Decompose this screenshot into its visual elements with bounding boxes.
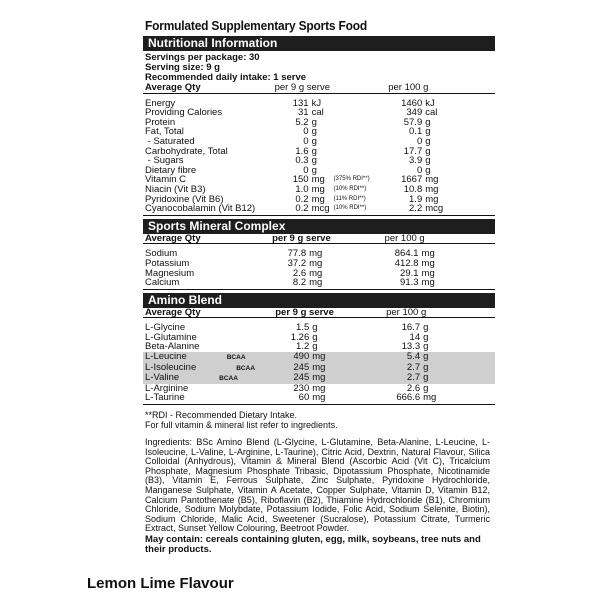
per-serve-value: 0 [303, 164, 309, 176]
nutrition-label [143, 18, 495, 555]
per-serve-unit: mg [309, 267, 323, 279]
per-100g-unit: mg [421, 267, 435, 279]
per-serve-unit: mg [309, 277, 323, 289]
per-serve-unit: mg [312, 361, 326, 373]
per-serve-unit: g [312, 322, 318, 334]
per-100g-value: 3.9 [409, 155, 423, 167]
minerals-table [143, 234, 495, 290]
per-100g-unit: mcg [425, 203, 444, 215]
per-serve-value: 5.2 [295, 116, 309, 128]
col-per-100g: per 100 g [384, 308, 495, 318]
per-serve-value: 230 [293, 382, 310, 394]
per-100g-value: 1.9 [409, 193, 423, 205]
rdi-percent: (11% RDI**) [333, 195, 366, 202]
table-row [143, 278, 495, 288]
nutrient-name: Protein [145, 116, 176, 128]
per-serve-value: 0.3 [295, 155, 309, 167]
nutrition-table [143, 83, 495, 216]
per-100g-value: 666.6 [396, 392, 421, 404]
nutrient-name: Carbohydrate, Total [145, 145, 228, 157]
nutrient-name: Magnesium [145, 267, 195, 279]
per-100g-unit: cal [425, 107, 438, 119]
nutrient-name: Cyanocobalamin (Vit B12) [145, 203, 256, 215]
table-row [143, 204, 495, 214]
per-serve-unit: cal [311, 107, 324, 119]
table-header [143, 83, 495, 93]
per-100g-unit: g [423, 382, 429, 394]
bcaa-tag: BCAA [236, 364, 256, 372]
per-serve-value: 245 [293, 372, 310, 384]
col-average-qty: Average Qty [143, 308, 273, 318]
per-100g-unit: g [425, 164, 431, 176]
product-title: Formulated Supplementary Sports Food [145, 18, 367, 33]
per-100g-value: 2.2 [409, 203, 423, 215]
per-serve-value: 60 [298, 392, 310, 404]
per-100g-unit: g [423, 341, 429, 353]
per-serve-value: 0 [303, 135, 309, 147]
per-100g-unit: g [423, 372, 429, 384]
per-100g-unit: g [425, 126, 431, 138]
minerals-header-bar: Sports Mineral Complex [143, 219, 495, 234]
per-100g-value: 0.1 [409, 126, 423, 138]
per-serve-unit: g [311, 155, 317, 167]
per-serve-unit: mg [309, 257, 323, 269]
nutrient-name: Fat, Total [145, 126, 184, 138]
amino-header-bar: Amino Blend [143, 293, 495, 308]
per-serve-value: 245 [293, 361, 310, 373]
per-100g-unit: g [425, 145, 431, 157]
per-serve-value: 77.8 [287, 248, 307, 260]
per-100g-unit: mg [421, 257, 435, 269]
per-100g-value: 16.7 [401, 322, 421, 334]
per-serve-unit: mg [311, 183, 325, 195]
table-row [143, 393, 495, 403]
per-100g-unit: g [425, 116, 431, 128]
per-serve-unit: g [311, 116, 317, 128]
ingredients-text: Ingredients: BSc Amino Blend (L-Glycine, L-Glutamine, Beta-Alanine, L-Leucine, L-Isoleucine, L-Valine, L-Arginine, L-Taurine), Citric Acid, Dextrin, Natural Flavour, Silica Colloidal (Anhydrous), Vitamin & Mineral Blend (Ascorbic Acid (Vit C), Tricalcium Phosphate, Magnesium Phosphate Tribasic, Dipotassium Phosphate, Nicotinamide (B3), Vitamin E, Ferrous Sulphate, Zinc Sulphate, Pyridoxine Hydrochloride, Manganese Sulphate, Vitamin A Acetate, Copper Sulphate, Vitamin D, Vitamin B12, Calcium Pantothenate (B5), Riboflavin (B2), Thiamine Hydrochloride (B1), Chromium Chloride, Sodium Molybdate, Potassium Iodide, Folic Acid, Sodium Selenite, Biotin), Sodium Chloride, Malic Acid, Sweetener (Sucralose), Potassium Citrate, Turmeric Extract, Sunset Yellow Colouring, Beetroot Powder. [145, 437, 490, 534]
per-serve-value: 131 [292, 97, 309, 109]
nutrient-name: Vitamin C [145, 174, 187, 186]
table-header [143, 234, 495, 244]
per-serve-value: 0.2 [295, 203, 309, 215]
per-100g-unit: mg [425, 183, 439, 195]
rdi-percent: (10% RDI**) [333, 185, 367, 192]
rdi-note: **RDI - Recommended Dietary Intake. [145, 410, 298, 421]
per-100g-value: 1667 [401, 174, 423, 186]
per-100g-value: 5.4 [406, 351, 421, 363]
nutrient-name: Pyridoxine (Vit B6) [145, 193, 224, 205]
per-serve-unit: mg [309, 248, 323, 260]
allergen-warning: May contain: cereals containing gluten, egg, milk, soybeans, tree nuts and their products. [145, 533, 481, 555]
col-per-serve: per 9 g serve [273, 83, 387, 93]
per-serve-value: 490 [293, 351, 310, 363]
per-serve-unit: kJ [311, 97, 322, 109]
per-100g-value: 2.6 [406, 382, 421, 394]
nutrient-name: L-Arginine [145, 382, 189, 394]
per-serve-unit: g [311, 145, 317, 157]
nutrient-name: Sodium [145, 248, 178, 260]
serving-size: Serving size: 9 g [145, 62, 220, 73]
col-average-qty: Average Qty [143, 234, 270, 244]
per-serve-value: 31 [297, 107, 309, 119]
serving-info [143, 53, 495, 83]
per-serve-value: 0.2 [295, 193, 309, 205]
nutrient-name: - Saturated [145, 135, 195, 147]
per-100g-value: 864.1 [394, 248, 419, 260]
per-100g-value: 57.9 [403, 116, 423, 128]
per-serve-unit: g [312, 341, 318, 353]
servings-per-package: Servings per package: 30 [145, 52, 260, 63]
per-serve-unit: g [312, 331, 318, 343]
per-100g-unit: mg [421, 248, 435, 260]
nutrition-header-bar: Nutritional Information [143, 36, 495, 51]
nutrient-name: - Sugars [145, 155, 184, 167]
per-serve-value: 37.2 [287, 257, 307, 269]
col-per-100g: per 100 g [386, 83, 495, 93]
per-100g-unit: mg [425, 193, 439, 205]
per-serve-unit: mg [312, 392, 326, 404]
nutrient-name: Potassium [145, 257, 190, 269]
table-row [143, 127, 495, 137]
per-serve-unit: g [311, 164, 317, 176]
per-100g-unit: g [423, 351, 429, 363]
per-serve-unit: mg [311, 174, 325, 186]
per-100g-unit: kJ [425, 97, 435, 109]
per-serve-unit: g [311, 135, 317, 147]
flavour-label: Lemon Lime Flavour [87, 575, 234, 592]
per-100g-unit: g [423, 361, 429, 373]
per-serve-unit: mg [311, 193, 325, 205]
per-100g-value: 0 [416, 135, 423, 147]
per-serve-unit: mg [312, 351, 326, 363]
full-list-note: For full vitamin & mineral list refer to ingredients. [145, 420, 338, 431]
nutrient-name: Providing Calories [145, 107, 223, 119]
col-per-100g: per 100 g [383, 234, 495, 244]
recommended-intake: Recommended daily intake: 1 serve [145, 72, 307, 83]
nutrient-name: L-Leucine [145, 351, 187, 363]
per-100g-unit: mg [425, 174, 439, 186]
nutrient-name: Niacin (Vit B3) [145, 183, 206, 195]
per-100g-unit: mg [423, 392, 437, 404]
nutrient-name: Calcium [145, 277, 180, 289]
table-end-rule [143, 403, 495, 405]
nutrient-name: Beta-Alanine [145, 341, 200, 353]
per-serve-unit: mcg [311, 203, 330, 215]
bcaa-tag: BCAA [219, 375, 238, 383]
per-serve-unit: g [311, 126, 317, 138]
table-row [143, 118, 495, 128]
per-100g-value: 29.1 [400, 267, 419, 279]
per-100g-value: 2.7 [406, 372, 421, 384]
nutrient-name: L-Valine [145, 372, 180, 384]
nutrient-name: L-Glutamine [145, 331, 197, 343]
per-100g-unit: g [425, 155, 431, 167]
per-serve-value: 1.2 [296, 341, 310, 353]
col-per-serve: per 9 g serve [273, 308, 384, 318]
per-100g-unit: g [423, 331, 429, 343]
per-serve-unit: mg [312, 372, 326, 384]
per-serve-value: 0 [303, 126, 309, 138]
per-serve-value: 1.0 [295, 183, 309, 195]
per-100g-value: 13.3 [401, 341, 421, 353]
col-per-serve: per 9 g serve [270, 234, 382, 244]
per-serve-value: 1.26 [290, 331, 310, 343]
table-row [143, 108, 495, 118]
per-100g-value: 17.7 [403, 145, 423, 157]
nutrient-name: L-Glycine [145, 322, 186, 334]
per-100g-value: 412.8 [394, 257, 419, 269]
table-header [143, 308, 495, 318]
per-100g-value: 349 [406, 107, 423, 119]
per-100g-unit: mg [421, 277, 435, 289]
nutrient-name: Dietary fibre [145, 164, 197, 176]
nutrient-name: L-Isoleucine [145, 361, 197, 373]
per-serve-value: 8.2 [292, 277, 307, 289]
per-100g-unit: g [425, 135, 431, 147]
per-100g-value: 0 [416, 164, 423, 176]
col-average-qty: Average Qty [143, 83, 273, 93]
nutrient-name: Energy [145, 97, 176, 109]
per-100g-value: 14 [409, 331, 421, 343]
amino-table [143, 308, 495, 405]
per-100g-value: 2.7 [406, 361, 421, 373]
footnotes [143, 410, 495, 430]
per-serve-value: 150 [292, 174, 309, 186]
per-100g-value: 91.3 [400, 277, 419, 289]
table-row [143, 147, 495, 157]
per-100g-value: 10.8 [403, 183, 423, 195]
bcaa-tag: BCAA [226, 354, 246, 362]
per-100g-value: 1460 [401, 97, 423, 109]
per-serve-value: 2.6 [292, 267, 307, 279]
per-100g-unit: g [423, 322, 429, 334]
per-serve-unit: mg [312, 382, 326, 394]
per-serve-value: 1.5 [296, 322, 310, 334]
rdi-percent: (375% RDI**) [333, 176, 370, 183]
rdi-percent: (10% RDI**) [333, 205, 367, 212]
nutrient-name: L-Taurine [145, 392, 185, 404]
per-serve-value: 1.6 [295, 145, 309, 157]
